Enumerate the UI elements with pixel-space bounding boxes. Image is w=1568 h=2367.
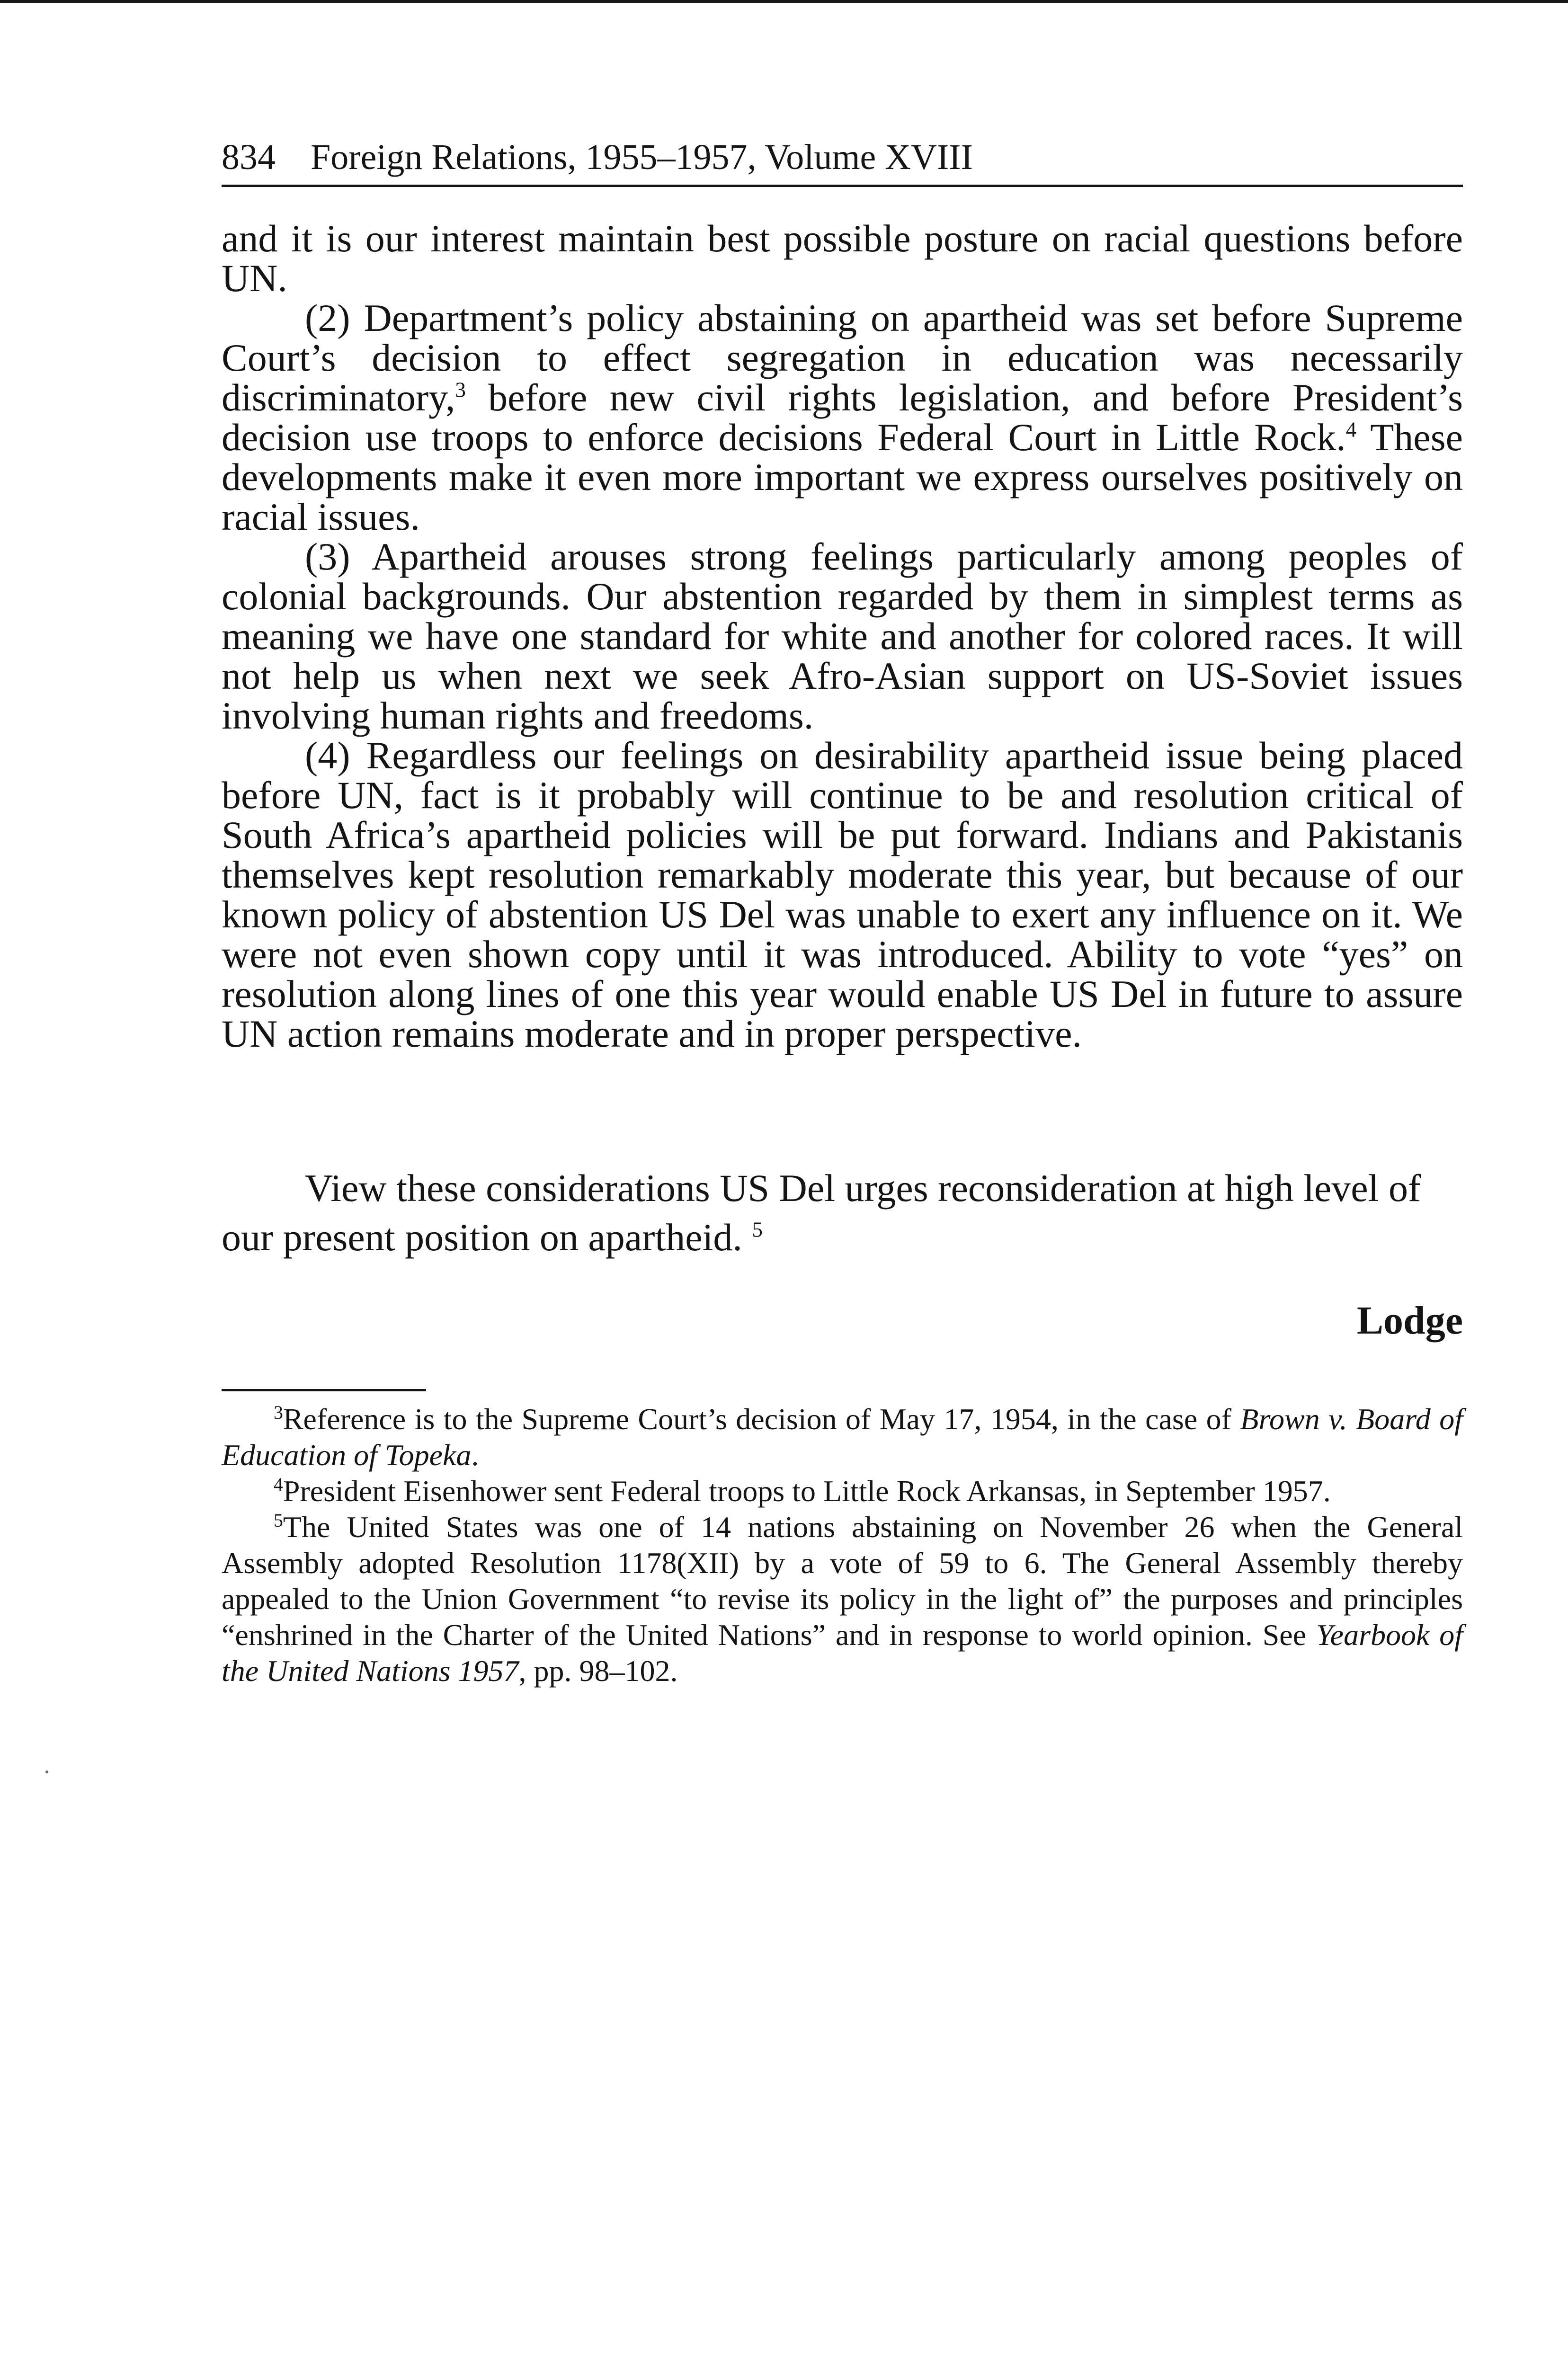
footnote-ref-4[interactable]: 4 <box>1345 418 1357 442</box>
footnotes <box>222 1401 1463 1689</box>
paragraph-2 <box>222 298 1463 537</box>
closing-paragraph <box>222 1164 1463 1262</box>
footnote-4 <box>222 1473 1463 1509</box>
footnote-ref-5[interactable]: 5 <box>752 1218 763 1242</box>
paragraph-3: (3) Apartheid arouses strong feelings particularly among peoples of colonial backgrounds. Our abstention regarded by them in simplest terms as meaning we have one standard for white and another for colored races. It will not help us when next we seek Afro-Asian support on US-Soviet issues involving human rights and freedoms. <box>222 535 1463 737</box>
footnote-ref-3[interactable]: 3 <box>455 378 466 402</box>
footnote-3-end: . <box>471 1438 479 1472</box>
paragraph-continued: and it is our interest maintain best possible posture on racial questions before UN. <box>222 217 1463 300</box>
paragraph-2-text-c: These developments make it even more important we express ourselves positively on racial issues. <box>222 416 1463 538</box>
paragraph-2-text-b: before new civil rights legislation, and before President’s decision use troops to enforce decisions Federal Court in Little Rock. <box>222 376 1463 459</box>
footnote-5-end: , pp. 98–102. <box>518 1654 678 1688</box>
footnote-divider <box>222 1389 426 1391</box>
footnote-5 <box>222 1509 1463 1689</box>
footnote-5-book-title: Yearbook of the United Nations 1957 <box>222 1618 1463 1688</box>
footnote-3 <box>222 1401 1463 1473</box>
footnote-4-text: President Eisenhower sent Federal troops to Little Rock Arkansas, in September 1957. <box>283 1474 1331 1508</box>
running-head-title: Foreign Relations, 1955–1957, Volume XVIII <box>311 137 973 177</box>
scan-speck <box>45 1771 48 1773</box>
footnote-4-marker: 4 <box>274 1474 283 1495</box>
telegram-body <box>222 219 1463 1054</box>
closing-text: View these considerations US Del urges reconsideration at high level of our present position on apartheid. <box>222 1166 1421 1259</box>
paragraph-4: (4) Regardless our feelings on desirability apartheid issue being placed before UN, fact is it probably will continue to be and resolution critical of South Africa’s apartheid policies will be put forward. Indians and Pakistanis themselves kept resolution remarkably moderate this year, but because of our known policy of abstention US Del was unable to exert any influence on it. We were not even shown copy until it was introduced. Ability to vote “yes” on resolution along lines of one this year would enable US Del in future to assure UN action remains moderate and in proper perspective. <box>222 734 1463 1055</box>
footnote-5-text: The United States was one of 14 nations abstaining on November 26 when the General Assembly adopted Resolution 1178(XII) by a vote of 59 to 6. The General Assembly thereby appealed to the Union Government “to revise its policy in the light of” the purposes and principles “enshrined in the Charter of the United Nations” and in response to world opinion. See <box>222 1510 1463 1652</box>
footnote-3-case-title: Brown v. Board of Education of Topeka <box>222 1402 1463 1472</box>
paragraph-2-text-a: (2) Department’s policy abstaining on apartheid was set before Supreme Court’s decision to effect segregation in education was necessarily discriminatory, <box>222 296 1463 419</box>
running-head <box>222 133 1463 187</box>
footnote-3-text: Reference is to the Supreme Court’s decision of May 17, 1954, in the case of <box>283 1402 1240 1436</box>
signature: Lodge <box>1356 1299 1463 1343</box>
footnote-5-marker: 5 <box>274 1510 283 1531</box>
footnote-3-marker: 3 <box>274 1402 283 1424</box>
scan-top-edge <box>0 0 1568 3</box>
page-number: 834 <box>222 137 276 177</box>
